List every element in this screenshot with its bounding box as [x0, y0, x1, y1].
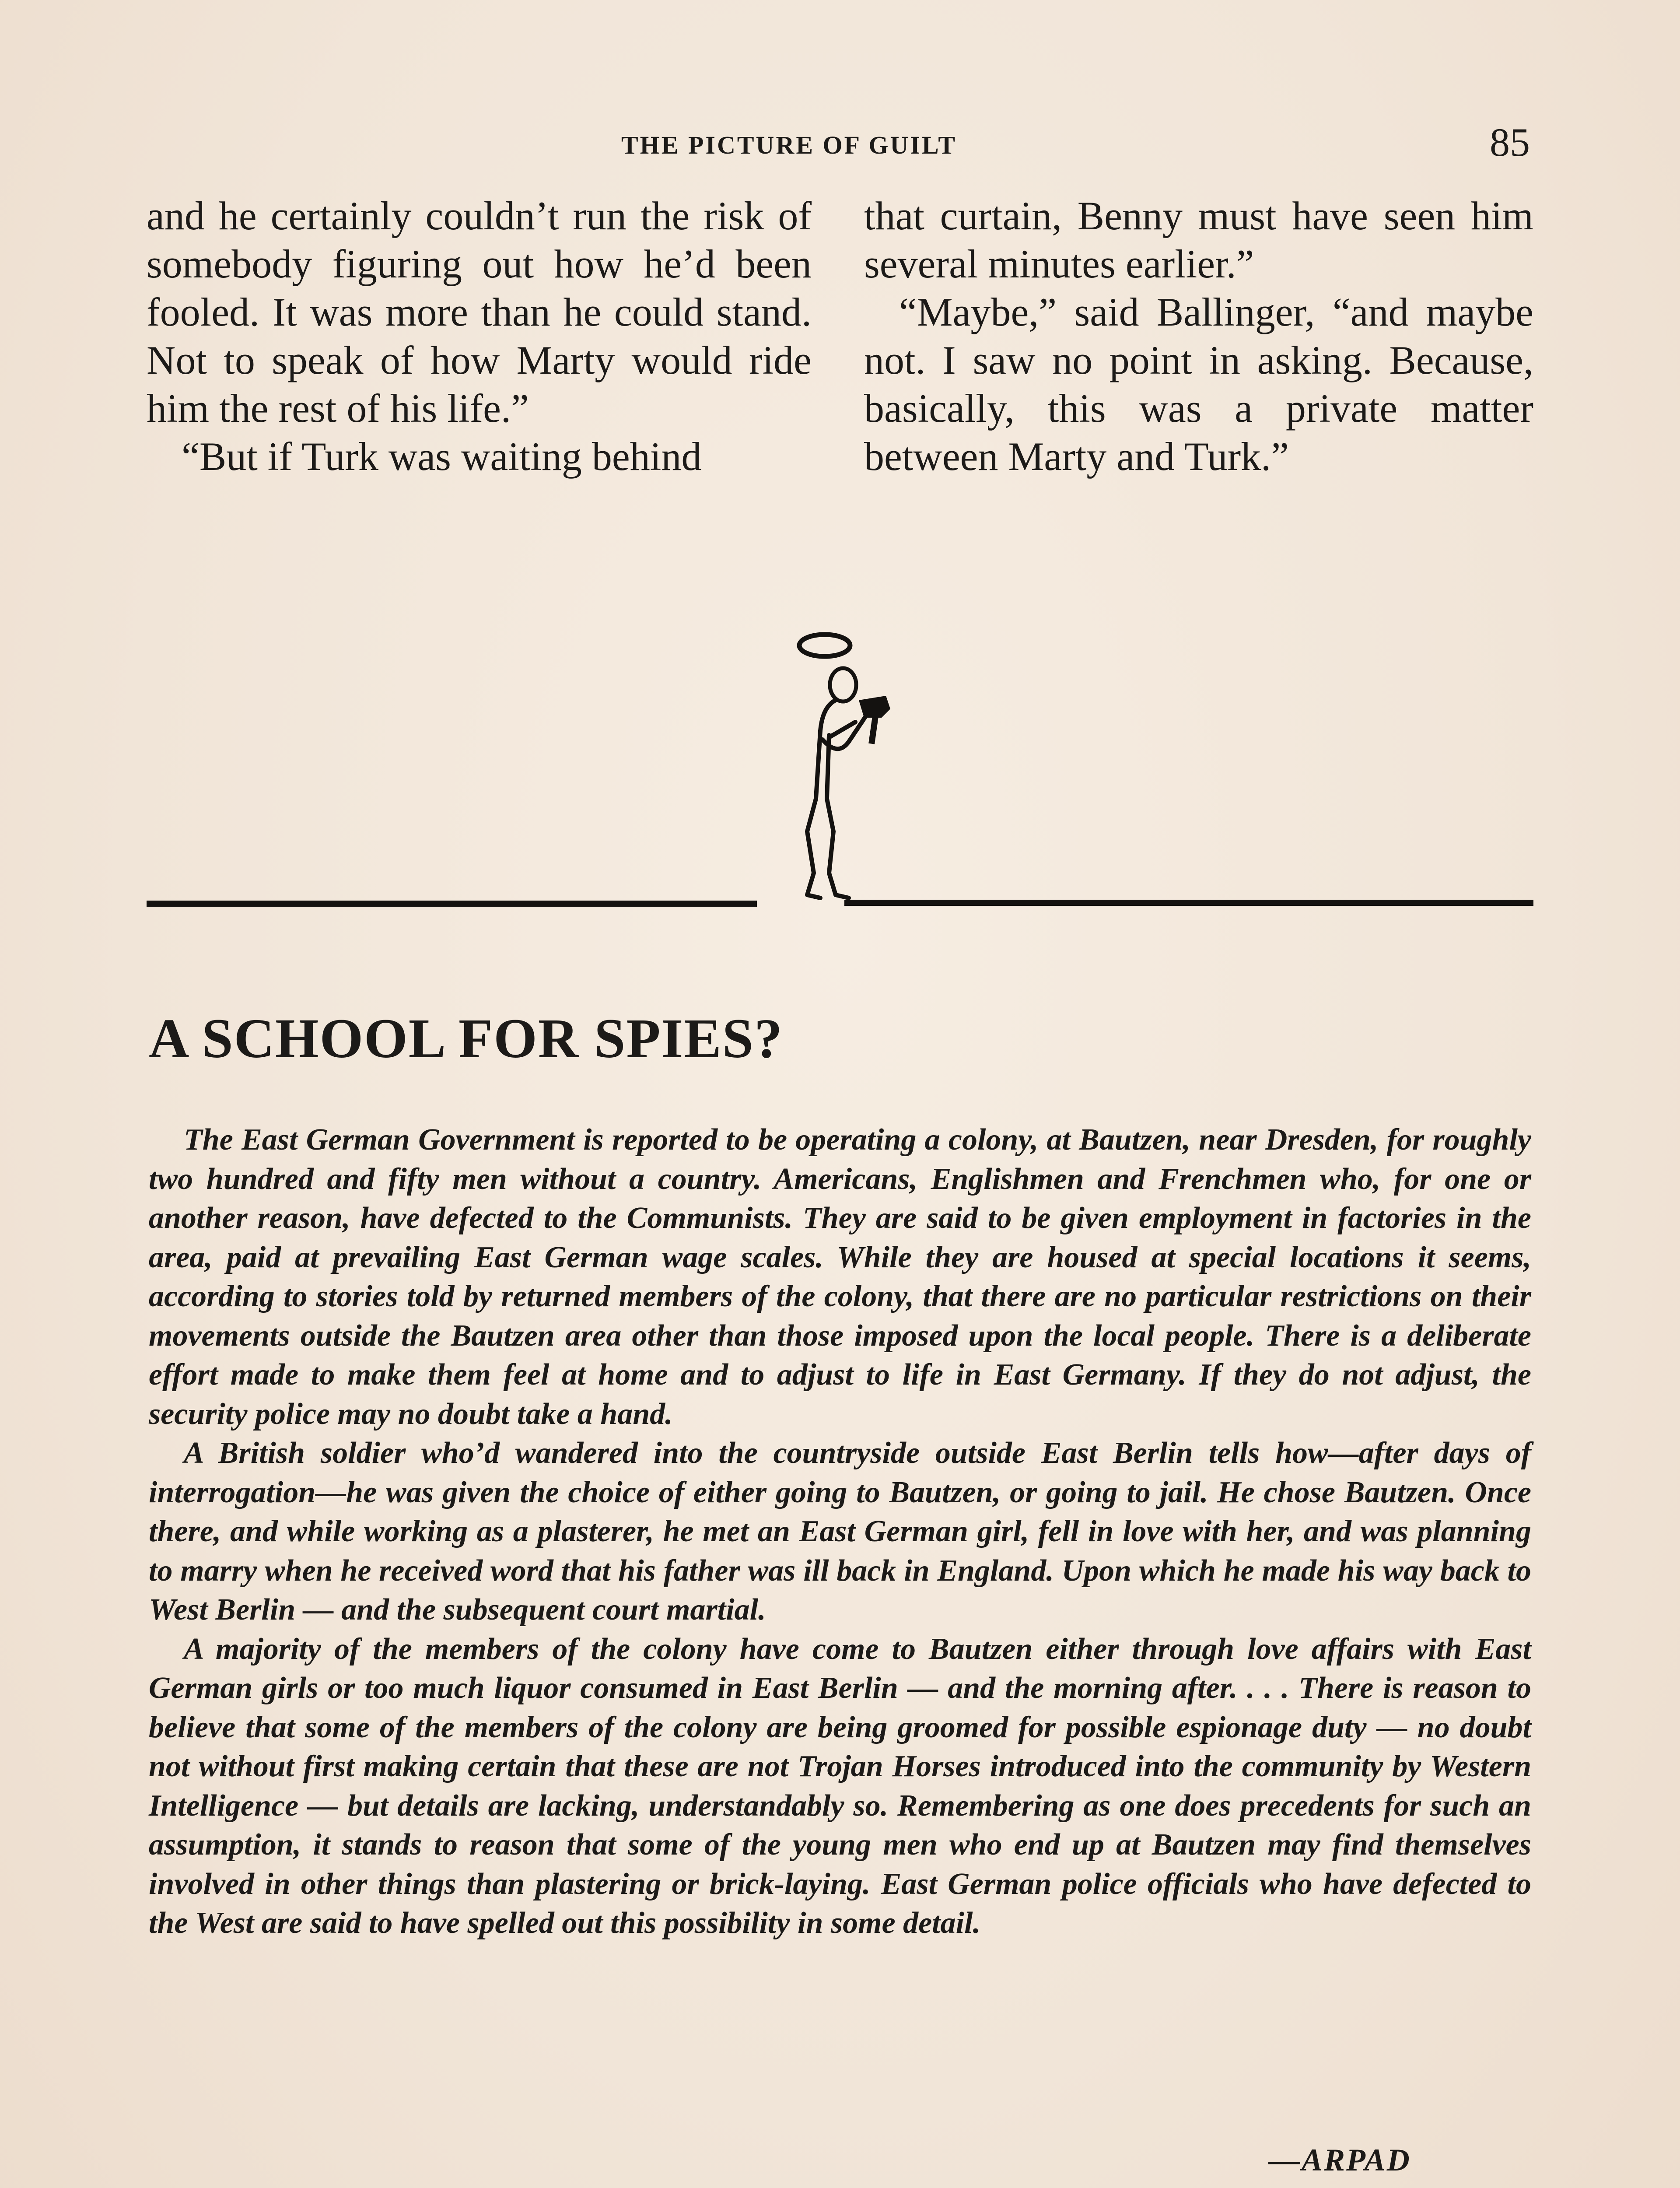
article-paragraph: A majority of the members of the colony have come to Bautzen either through love affairs with East German girls or too much liquor consumed in East Berlin — and the morning after. . . . There is reason to believe that some of the members of the colony are being groomed for possible espionage duty — no doubt not without first making certain that these are not Trojan Horses introduced into the community by Western Intelligence — but details are lacking, understandably so. Remembering as one does precedents for such an assumption, it stands to reason that some of the young men who end up at Bautzen may find themselves involved in other things than plastering or brick-laying. East German police officials who have defected to the West are said to have spelled out this possibility in some detail. [149, 1632, 1531, 1940]
story-paragraph: “But if Turk was waiting behind [182, 434, 702, 479]
head-shape [830, 668, 856, 701]
article-paragraph: A British soldier who’d wandered into the countryside outside East Berlin tells how—after days of interrogation—he was given the choice of either going to Bautzen, or going to jail. He chose Bautzen. Once there, and while working as a plasterer, he met an East German girl, fell in love with her, and was planning to marry when he received word that his father was ill back in England. Upon which he made his way back to West Berlin — and the subsequent court martial. [149, 1436, 1531, 1627]
story-paragraph: that curtain, Benny must have seen him several minutes earlier.” [864, 193, 1533, 286]
story-paragraph: and he certainly couldn’t run the risk of somebody figuring out how he’d been fooled. It was more than he could stand. Not to speak of how Marty would ride him the rest of his life.” [147, 193, 812, 431]
story-right-column [864, 192, 1533, 480]
divider-rule-right [844, 900, 1533, 906]
story-left-column [147, 192, 812, 480]
article-body [149, 1120, 1531, 1943]
haloed-figure-with-hammer-icon [147, 626, 1533, 932]
running-title: THE PICTURE OF GUILT [621, 131, 957, 159]
article-headline: A SCHOOL FOR SPIES? [149, 1007, 783, 1069]
page-number: 85 [1490, 120, 1530, 165]
divider-rule-left [147, 901, 757, 907]
article-byline: —ARPAD [1269, 2142, 1411, 2177]
story-paragraph: “Maybe,” said Ballinger, “and maybe not. I saw no point in asking. Because, basically, this was a private matter between Marty and Turk.” [864, 290, 1533, 479]
halo-icon [799, 635, 850, 656]
article-paragraph: The East German Government is reported to be operating a colony, at Bautzen, near Dresden, for roughly two hundred and fifty men without a country. Americans, Englishmen and Frenchmen who, for one or another reason, have defected to the Communists. They are said to be given employment in factories in the area, paid at prevailing East German wage scales. While they are housed at special locations it seems, according to stories told by returned members of the colony, that there are no particular restrictions on their movements outside the Bautzen area other than those imposed upon the local people. There is a deliberate effort made to make them feel at home and to adjust to life in East Germany. If they do not adjust, the security police may no doubt take a hand. [149, 1123, 1531, 1431]
